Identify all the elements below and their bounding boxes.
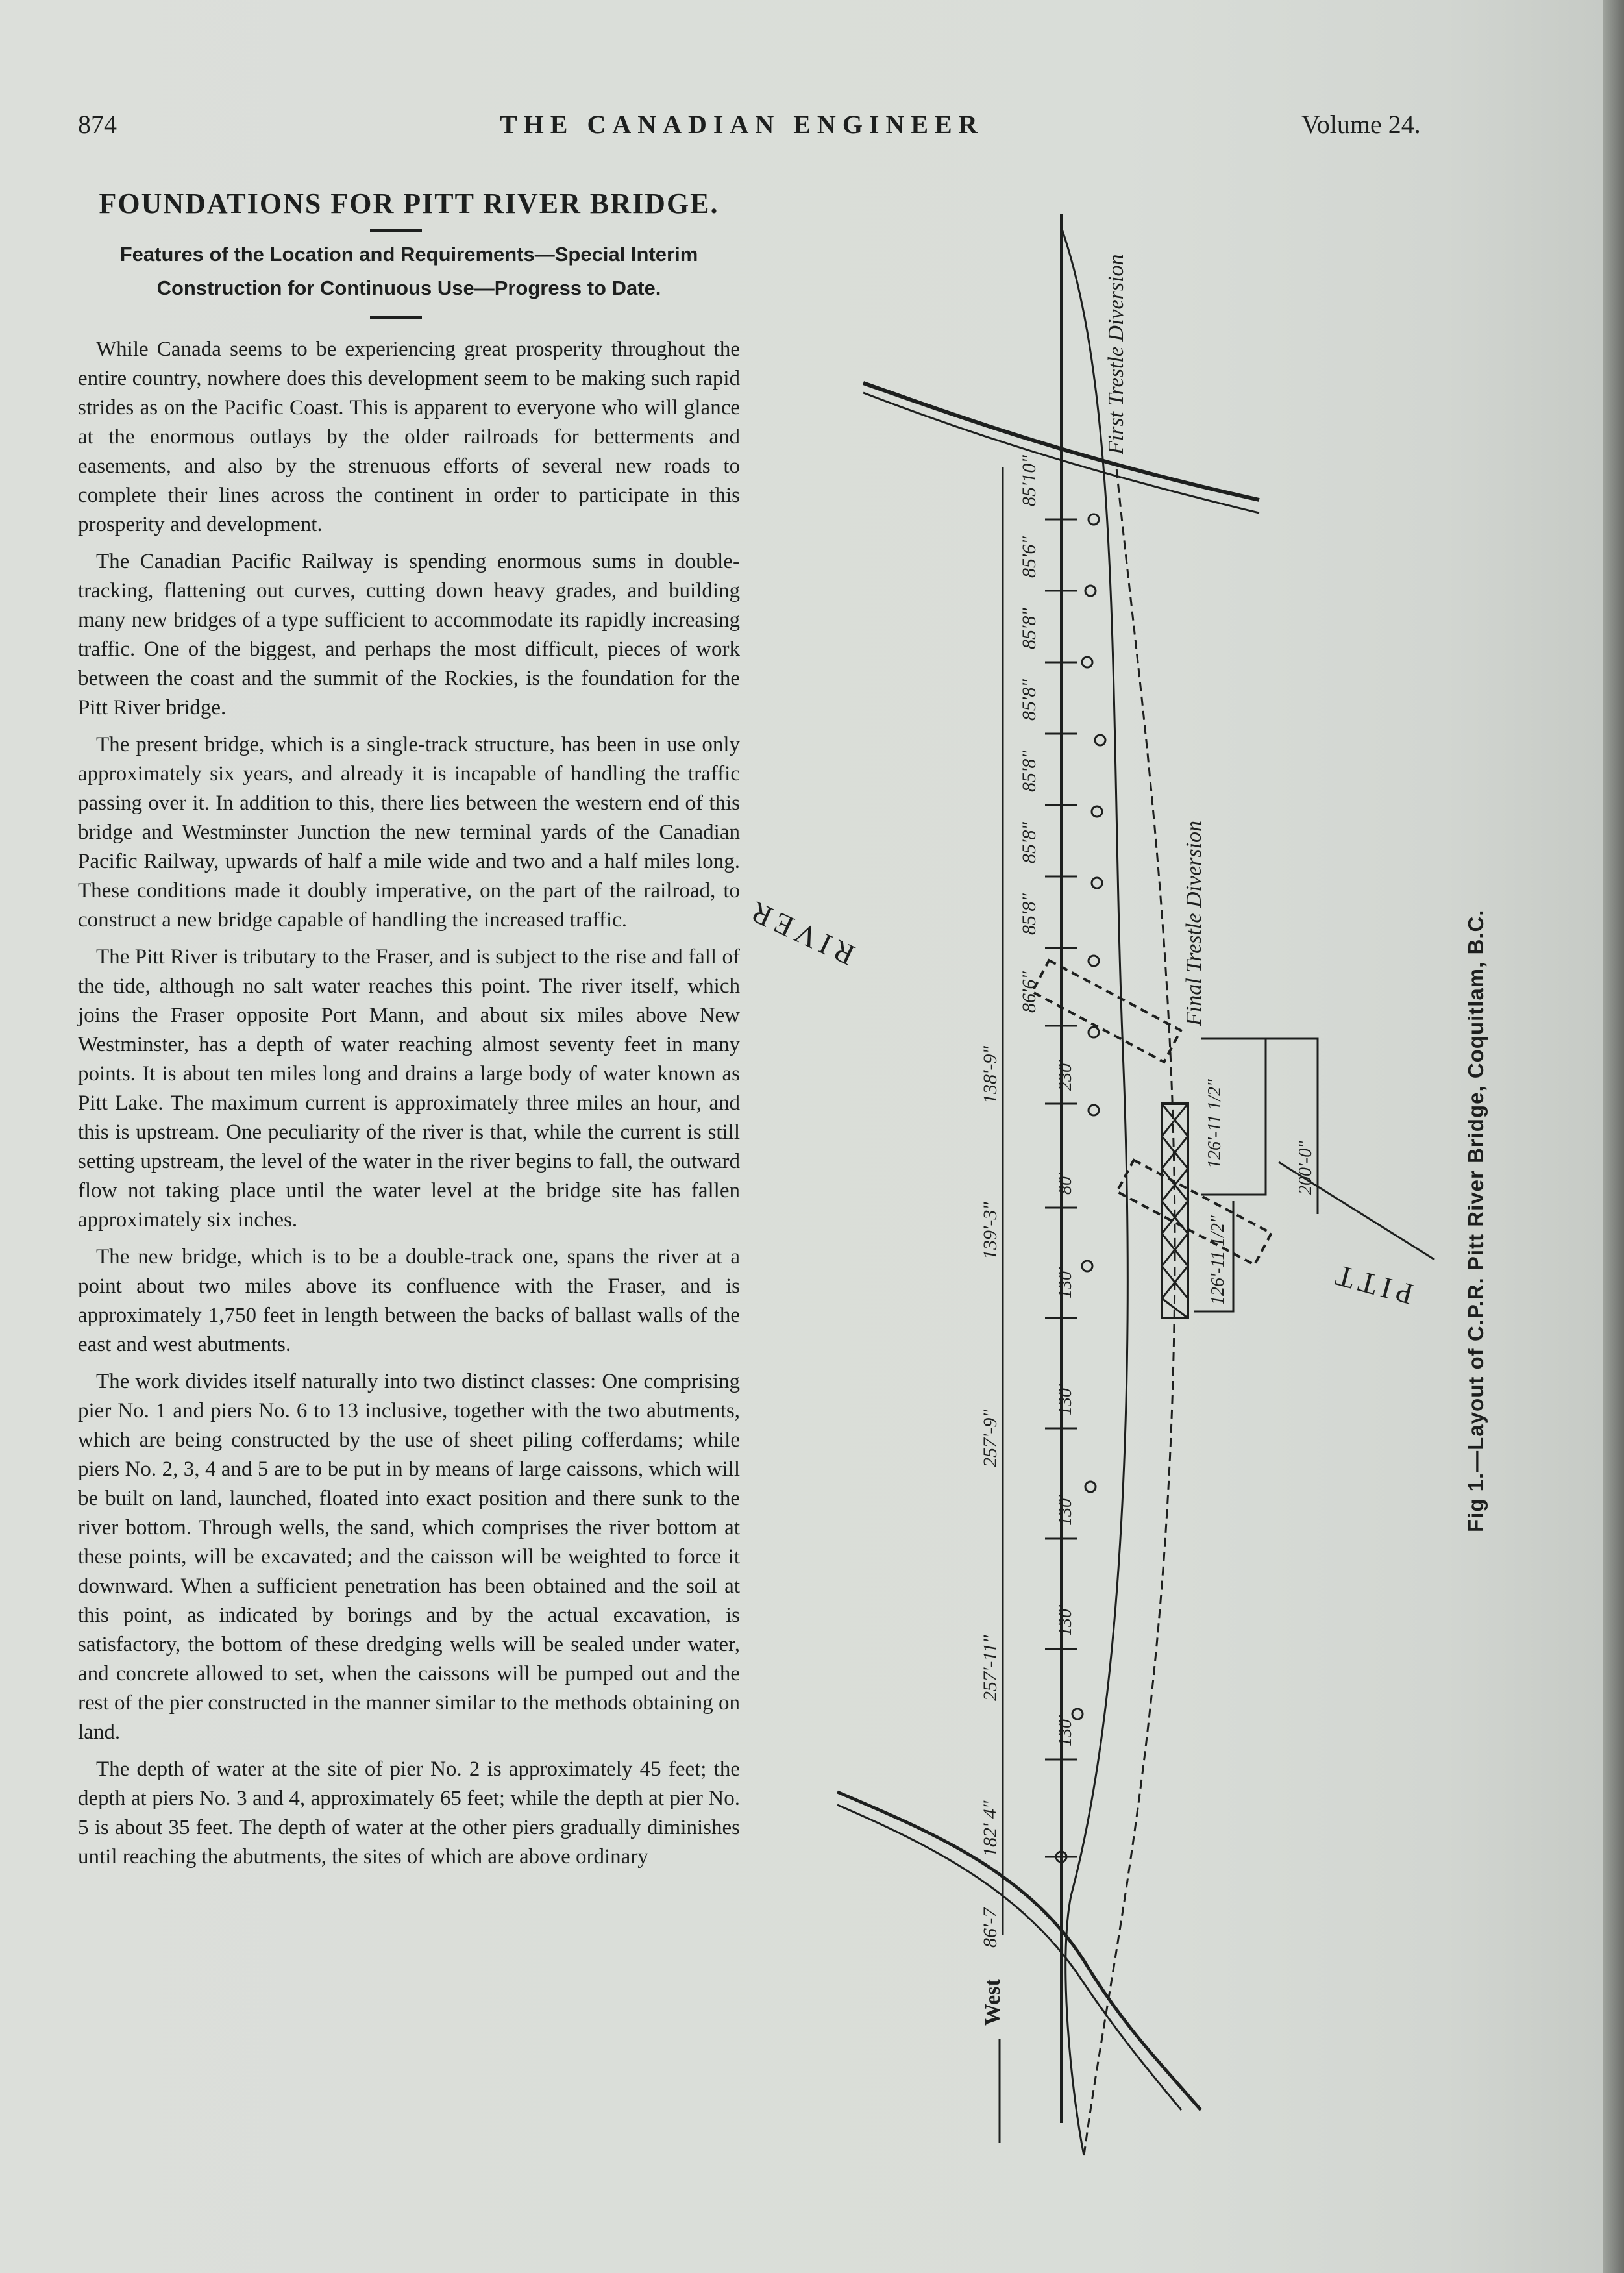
span-dimension: 138'-9" <box>979 1045 1001 1104</box>
volume-label: Volume 24. <box>1301 110 1421 139</box>
span-dimension: 85'8" <box>1018 821 1040 863</box>
title-rule <box>370 229 422 232</box>
inner-dimension: 80' <box>1055 1173 1076 1195</box>
span-dimension: 182' 4" <box>979 1800 1001 1857</box>
swing-dimension: 126'-11 1/2" <box>1208 1215 1228 1305</box>
article-subtitle-line-2: Construction for Continuous Use—Progress to Date. <box>156 277 661 299</box>
span-dimension: 85'6" <box>1018 536 1040 578</box>
paragraph: The Pitt River is tributary to the Fraser, and is subject to the rise and fall of the tide, although no salt water reaches this point. The river itself, which joins the Fraser opposite Port Mann, and about six miles above New Westminster, has a depth of water reaching almost seventy feet in many points. It is about ten miles long and drains a large body of water known as Pitt Lake. The maximum current is approximately three miles an hour, and this is upstream. One peculiarity of the river is that, while the current is still setting upstream, the level of the water in the river begins to fall, the outward flow not taking place until the water level at the bridge site has fallen approximately six inches. <box>78 945 740 1232</box>
paragraph: The new bridge, which is to be a double-track one, spans the river at a point about two miles above its confluence with the Fraser, and is approximately 1,750 feet in length between the backs of ballast walls of the east and west abutments. <box>78 1245 740 1356</box>
article-subtitle-line-1: Features of the Location and Requirements—Special Interim <box>119 243 698 266</box>
inner-dimension: 130' <box>1055 1267 1076 1298</box>
span-dimension: 85'8" <box>1018 678 1040 721</box>
inner-dimension: 130' <box>1055 1605 1076 1636</box>
temporary-span-lower <box>1117 1160 1272 1265</box>
inner-dimension: 130' <box>1055 1384 1076 1415</box>
west-label: West <box>981 1979 1005 2026</box>
temporary-span-upper <box>1032 960 1181 1062</box>
final-trestle-diversion-label: Final Trestle Diversion <box>1182 820 1206 1026</box>
span-dimension: 139'-3" <box>979 1201 1001 1260</box>
running-head <box>0 109 1467 148</box>
river-bank-lower-inner <box>837 1805 1181 2110</box>
span-dimension: 85'10" <box>1018 454 1040 506</box>
article-title: FOUNDATIONS FOR PITT RIVER BRIDGE. <box>99 188 719 219</box>
paragraph: The depth of water at the site of pier No. 2 is approximately 45 feet; the depth at piers No. 3 and 4, approximately 65 feet; while the depth at pier No. 5 is about 35 feet. The depth of water at the other piers gradually diminishes until reaching the abutments, the sites of which are above ordinary <box>78 1758 740 1869</box>
paragraph: The work divides itself naturally into two distinct classes: One comprising pier No. 1 and piers No. 6 to 13 inclusive, together with the two abutments, which are being constructed by the use of sheet piling cofferdams; while piers No. 2, 3, 4 and 5 are to be put in by means of large caissons, which will be built on land, launched, floated into exact position and there sunk to the river bottom. Through wells, the sand, which comprises the river bottom at these points, will be excavated; and the caisson will be weighted to force it downward. When a sufficient penetration has been obtained and the soil at this point, as indicated by borings and by the actual excavation, is satisfactory, the bottom of these dredging wells will be sealed under water, and concrete allowed to set, when the caissons will be pumped out and the rest of the pier constructed in the manner similar to the methods obtaining on land. <box>78 1370 740 1744</box>
span-dimension: 85'8" <box>1018 750 1040 792</box>
figure-caption: Fig 1.—Layout of C.P.R. Pitt River Bridge, Coquitlam, B.C. <box>1464 909 1488 1532</box>
subtitle-rule <box>370 316 422 319</box>
river-label: RIVER <box>741 893 860 973</box>
journal-title: THE CANADIAN ENGINEER <box>500 110 984 139</box>
article-body <box>78 335 740 1880</box>
span-dimension: 257'-9" <box>979 1409 1001 1467</box>
inner-dimension: 130' <box>1055 1495 1076 1526</box>
pitt-label: PITT <box>1327 1257 1417 1311</box>
swing-dimension: 200'-0" <box>1296 1140 1316 1195</box>
inner-dimension: 130' <box>1055 1715 1076 1746</box>
span-dimension: 86'-7 <box>979 1907 1001 1948</box>
span-dimension: 85'8" <box>1018 893 1040 935</box>
inner-dimension: 230' <box>1055 1060 1076 1091</box>
page-binding-edge <box>1603 0 1624 2273</box>
span-dimension: 85'8" <box>1018 607 1040 649</box>
span-dimension: 86'6" <box>1018 971 1040 1013</box>
bridge-layout-figure <box>741 208 1480 2181</box>
first-trestle-diversion-label: First Trestle Diversion <box>1104 254 1128 454</box>
swing-dimension: 126'-11 1/2" <box>1205 1079 1225 1169</box>
paragraph: While Canada seems to be experiencing great prosperity throughout the entire country, nowhere does this development seem to be making such rapid strides as on the Pacific Coast. This is apparent to everyone who will glance at the enormous outlays by the older railroads for betterments and easements, and also by the strenuous efforts of several new roads to complete their lines across the continent in order to participate in this prosperity and development. <box>78 338 740 536</box>
span-dimension: 257'-11" <box>979 1635 1001 1701</box>
paragraph: The Canadian Pacific Railway is spending enormous sums in double-tracking, flattening out curves, cutting down heavy grades, and building many new bridges of a type sufficient to accommodate its rapidly increasing traffic. One of the biggest, and perhaps the most difficult, pieces of work between the coast and the summit of the Rockies, is the foundation for the Pitt River bridge. <box>78 550 740 719</box>
page-number: 874 <box>78 110 117 139</box>
paragraph: The present bridge, which is a single-track structure, has been in use only approximately six years, and already it is incapable of handling the traffic passing over it. In addition to this, there lies between the western end of this bridge and Westminster Junction the new terminal yards of the Canadian Pacific Railway, upwards of half a mile wide and two and a half miles long. These conditions made it doubly imperative, on the part of the railroad, to construct a new bridge capable of handling the increased traffic. <box>78 733 740 932</box>
bridge-layout-drawing <box>741 208 1480 2181</box>
river-bank-lower <box>837 1792 1201 2110</box>
